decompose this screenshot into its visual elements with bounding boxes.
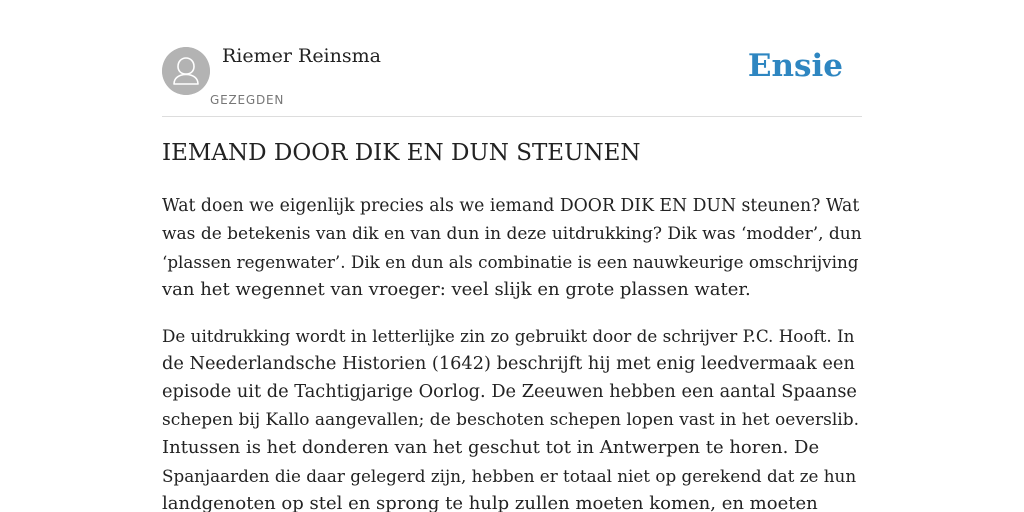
category-link[interactable]: GEZEGDEN	[210, 93, 285, 107]
paragraph-line: Spanjaarden die daar gelegerd zijn, hebben er totaal niet op gerekend dat ze hun	[162, 466, 857, 486]
user-silhouette-icon	[162, 47, 210, 95]
paragraph-line: Intussen is het donderen van het geschut tot in Antwerpen te horen. De	[162, 437, 820, 458]
paragraph-line: landgenoten op stel en sprong te hulp zullen moeten komen, en moeten	[162, 493, 818, 512]
paragraph-line: van het wegennet van vroeger: veel slijk en grote plassen water.	[162, 279, 751, 300]
paragraph-line: Wat doen we eigenlijk precies als we iemand DOOR DIK EN DUN steunen? Wat	[162, 196, 860, 216]
paragraph-line: was de betekenis van dik en van dun in deze uitdrukking? Dik was ‘modder’, dun	[162, 224, 862, 244]
paragraph-line: episode uit de Tachtigjarige Oorlog. De Zeeuwen hebben een aantal Spaanse	[162, 382, 857, 402]
paragraph	[162, 322, 862, 512]
author-name[interactable]: Riemer Reinsma	[222, 45, 381, 67]
article-header	[162, 0, 862, 117]
paragraph-line: De uitdrukking wordt in letterlijke zin zo gebruikt door de schrijver P.C. Hooft. In	[162, 326, 855, 346]
article-title: IEMAND DOOR DIK EN DUN STEUNEN	[162, 140, 641, 166]
paragraph-line: ‘plassen regenwater’. Dik en dun als combinatie is een nauwkeurige omschrijving	[162, 252, 859, 272]
paragraph-line: de Neederlandsche Historien (1642) beschrijft hij met enig leedvermaak een	[162, 354, 855, 374]
paragraph	[162, 192, 862, 304]
ensie-logo[interactable]: Ensie	[747, 48, 843, 84]
article-body	[162, 192, 862, 512]
paragraph-line: schepen bij Kallo aangevallen; de beschoten schepen lopen vast in het oeverslib.	[162, 410, 859, 430]
author-avatar[interactable]	[162, 47, 210, 95]
